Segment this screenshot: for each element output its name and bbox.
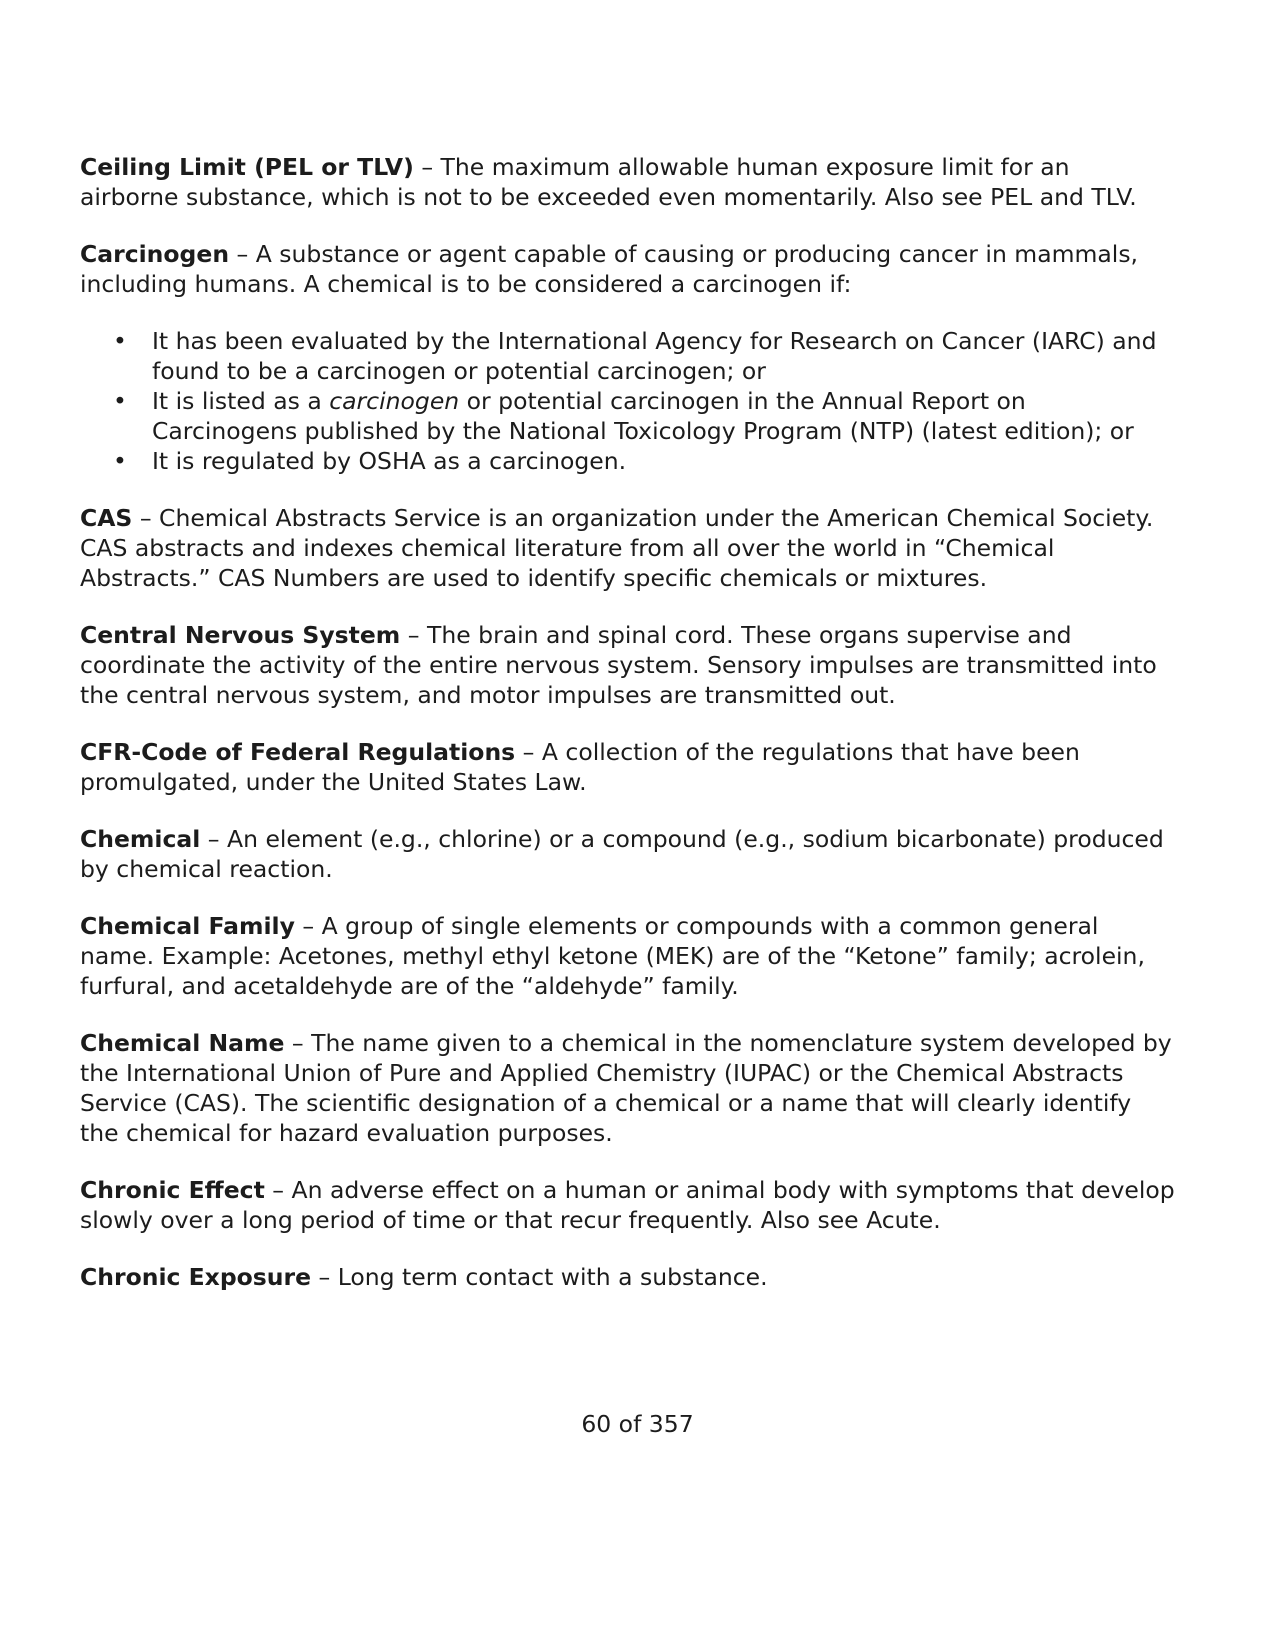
term: CFR-Code of Federal Regulations (80, 738, 516, 766)
list-item (80, 326, 1175, 386)
glossary-entry-chemical-family (80, 911, 1175, 1001)
list-item-text: or potential carcinogen in the Annual Report on Carcinogens published by the National Toxicology Program (NTP) (latest edition); or (152, 387, 1134, 445)
list-item (80, 446, 1175, 476)
term: Chemical (80, 825, 201, 853)
bullet-icon: • (113, 447, 127, 475)
term: Chemical Family (80, 912, 295, 940)
term: CAS (80, 504, 133, 532)
term: Carcinogen (80, 240, 230, 268)
definition: – An adverse effect on a human or animal body with symptoms that develop slowly over a long period of time or that recur frequently. Also see Acute. (80, 1176, 1175, 1234)
definition: – Chemical Abstracts Service is an organization under the American Chemical Society. CAS abstracts and indexes chemical literature from all over the world in “Chemical Abstracts.” CAS Numbers are used to identify specific chemicals or mixtures. (80, 504, 1154, 592)
list-item-text: It is regulated by OSHA as a carcinogen. (152, 447, 627, 475)
page-number: 60 of 357 (581, 1410, 694, 1438)
definition: – A substance or agent capable of causing or producing cancer in mammals, including humans. A chemical is to be considered a carcinogen if: (80, 240, 1139, 298)
glossary-entry-chronic-effect (80, 1175, 1175, 1235)
definition: – A group of single elements or compounds with a common general name. Example: Acetones, methyl ethyl ketone (MEK) are of the “Ketone” family; acrolein, furfural, and acetaldehyde are of the “aldehyde” family. (80, 912, 1145, 1000)
list-item-emphasis: carcinogen (329, 387, 460, 415)
glossary-entry-chemical (80, 824, 1175, 884)
definition: – Long term contact with a substance. (311, 1263, 768, 1291)
list-item (80, 386, 1175, 446)
glossary-entry-chemical-name (80, 1028, 1175, 1148)
bullet-icon: • (113, 387, 127, 415)
definition: – A collection of the regulations that have been promulgated, under the United States Law. (80, 738, 1080, 796)
term: Chronic Effect (80, 1176, 265, 1204)
list-item-text: It has been evaluated by the International Agency for Research on Cancer (IARC) and found to be a carcinogen or potential carcinogen; or (152, 327, 1157, 385)
term: Central Nervous System (80, 621, 401, 649)
definition: – The brain and spinal cord. These organs supervise and coordinate the activity of the entire nervous system. Sensory impulses are transmitted into the central nervous system, and motor impulses are transmitted out. (80, 621, 1157, 709)
glossary-page (80, 152, 1175, 1319)
glossary-entry-chronic-exposure (80, 1262, 1175, 1292)
glossary-entry-ceiling-limit (80, 152, 1175, 212)
term: Chronic Exposure (80, 1263, 312, 1291)
term: Chemical Name (80, 1029, 285, 1057)
bullet-icon: • (113, 327, 127, 355)
carcinogen-criteria-list (80, 326, 1175, 476)
term: Ceiling Limit (PEL or TLV) (80, 153, 414, 181)
definition: – The maximum allowable human exposure limit for an airborne substance, which is not to be exceeded even momentarily. Also see PEL and TLV. (80, 153, 1137, 211)
glossary-entry-central-nervous-system (80, 620, 1175, 710)
list-item-text: It is listed as a (152, 387, 330, 415)
definition: – An element (e.g., chlorine) or a compound (e.g., sodium bicarbonate) produced by chemical reaction. (80, 825, 1164, 883)
definition: – The name given to a chemical in the nomenclature system developed by the International Union of Pure and Applied Chemistry (IUPAC) or the Chemical Abstracts Service (CAS). The scientific designation of a chemical or a name that will clearly identify the chemical for hazard evaluation purposes. (80, 1029, 1172, 1147)
glossary-entry-carcinogen (80, 239, 1175, 299)
glossary-entry-cfr (80, 737, 1175, 797)
glossary-entry-cas (80, 503, 1175, 593)
